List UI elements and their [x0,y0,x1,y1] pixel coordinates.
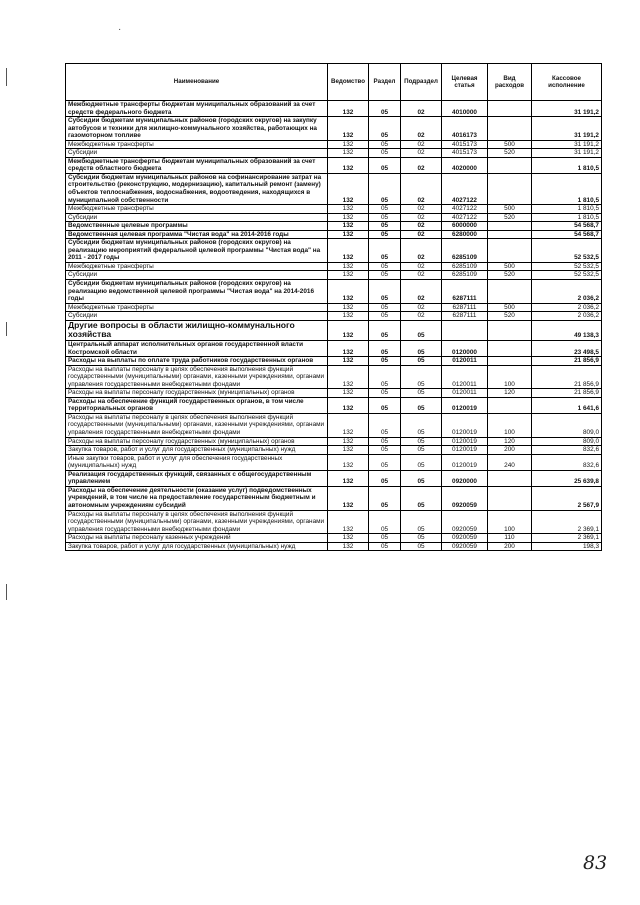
type-cell: 500 [488,140,532,149]
exec-cell: 31 191,2 [532,149,602,158]
dept-cell: 132 [328,470,369,486]
type-cell: 500 [488,303,532,312]
dept-cell: 132 [328,230,369,239]
header-name: Наименование [66,64,328,101]
type-cell [488,101,532,117]
subsection-cell: 02 [401,271,442,280]
section-cell: 05 [369,542,401,551]
type-cell: 100 [488,413,532,437]
target-cell: 0120011 [442,389,488,398]
exec-cell: 2 036,2 [532,280,602,304]
name: Субсидии бюджетам муниципальных районов на софинансирование затрат на строительство (реконструкцию, модернизацию), капитальный ремонт (замену) объектов теплоснабжения, водоснабжения, водоотведения, находящихся в муниципальной собственности [66,173,328,204]
target-cell: 6285109 [442,239,488,263]
name: Расходы на выплаты персоналу государственных (муниципальных) органов [66,389,328,398]
type-cell [488,117,532,141]
type-cell: 100 [488,365,532,389]
type-cell [488,222,532,231]
exec-cell: 2 567,9 [532,486,602,510]
type-cell: 200 [488,446,532,455]
table-row [66,486,602,510]
section-cell: 05 [369,117,401,141]
name: Субсидии бюджетам муниципальных районов (городских округов) на закупку автобусов и техники для жилищно-коммунального хозяйства, работающих на газомоторном топливе [66,117,328,141]
section-cell: 05 [369,173,401,204]
section-cell: 05 [369,222,401,231]
dept-cell: 132 [328,157,369,173]
name: Межбюджетные трансферты бюджетам муниципальных образований за счет средств федерального бюджета [66,101,328,117]
subsection-cell: 05 [401,397,442,413]
name: Расходы на выплаты персоналу в целях обеспечения выполнения функций государственными (муниципальными) органами, казенными учреждениями, органами управления государственными внебюджетными фондами [66,365,328,389]
table-row [66,534,602,543]
target-cell: 4016173 [442,117,488,141]
subsection-cell: 05 [401,446,442,455]
subsection-cell: 02 [401,205,442,214]
table-row [66,341,602,357]
name: Расходы на обеспечение функций государственных органов, в том числе территориальных органов [66,397,328,413]
scan-edge-mark [6,68,7,86]
scan-edge-mark [6,322,7,336]
target-cell: 4027122 [442,173,488,204]
table-body [66,101,602,551]
table-row [66,280,602,304]
table-row [66,389,602,398]
dept-cell: 132 [328,140,369,149]
type-cell [488,341,532,357]
dept-cell: 132 [328,446,369,455]
subsection-cell: 02 [401,280,442,304]
header-subsection: Подраздел [401,64,442,101]
subsection-cell: 02 [401,230,442,239]
exec-cell: 809,0 [532,437,602,446]
target-cell: 6285109 [442,262,488,271]
dept-cell: 132 [328,365,369,389]
table-row [66,303,602,312]
table-row [66,470,602,486]
type-cell: 520 [488,312,532,321]
budget-execution-table [65,63,602,551]
exec-cell: 31 191,2 [532,140,602,149]
table-row [66,157,602,173]
subsection-cell: 05 [401,510,442,534]
type-cell: 500 [488,205,532,214]
name: Расходы на выплаты по оплате труда работников государственных органов [66,357,328,366]
target-cell: 0120000 [442,341,488,357]
type-cell: 240 [488,454,532,470]
section-cell: 05 [369,280,401,304]
table-row [66,205,602,214]
table-row [66,320,602,340]
type-cell: 520 [488,149,532,158]
type-cell [488,486,532,510]
table-row [66,222,602,231]
name: Расходы на выплаты персоналу казенных учреждений [66,534,328,543]
subsection-cell: 05 [401,454,442,470]
dept-cell: 132 [328,320,369,340]
table-row [66,446,602,455]
table-row [66,454,602,470]
name: Закупка товаров, работ и услуг для государственных (муниципальных) нужд [66,446,328,455]
subsection-cell: 02 [401,117,442,141]
table-row [66,510,602,534]
table-row [66,173,602,204]
name: Ведомственная целевая программа "Чистая вода" на 2014-2016 годы [66,230,328,239]
name: Расходы на обеспечение деятельности (оказание услуг) подведомственных учреждений, в том числе на предоставление государственным бюджетным и автономным учреждениям субсидий [66,486,328,510]
subsection-cell: 05 [401,534,442,543]
name: Субсидии [66,271,328,280]
section-cell: 05 [369,239,401,263]
name: Межбюджетные трансферты [66,303,328,312]
table-row [66,149,602,158]
dept-cell: 132 [328,149,369,158]
name: Субсидии [66,213,328,222]
exec-cell: 25 639,8 [532,470,602,486]
target-cell: 0120011 [442,365,488,389]
table-row [66,437,602,446]
name: Расходы на выплаты персоналу государственных (муниципальных) органов [66,437,328,446]
subsection-cell: 05 [401,341,442,357]
section-cell: 05 [369,446,401,455]
table-row [66,140,602,149]
type-cell [488,357,532,366]
target-cell: 0120011 [442,357,488,366]
type-cell [488,397,532,413]
page-number: 83 [583,852,608,874]
name: Межбюджетные трансферты [66,205,328,214]
name: Субсидии бюджетам муниципальных районов (городских округов) на реализацию ведомственной целевой программы "Чистая вода" на 2014-2016 годы [66,280,328,304]
target-cell: 0120019 [442,446,488,455]
target-cell: 6287111 [442,303,488,312]
table-row [66,230,602,239]
section-cell: 05 [369,320,401,340]
table-header-row [66,64,602,101]
dept-cell: 132 [328,397,369,413]
exec-cell: 21 856,9 [532,365,602,389]
type-cell: 200 [488,542,532,551]
header-section: Раздел [369,64,401,101]
table-row [66,542,602,551]
dept-cell: 132 [328,534,369,543]
exec-cell: 31 191,2 [532,101,602,117]
dept-cell: 132 [328,341,369,357]
name: Ведомственные целевые программы [66,222,328,231]
name: Другие вопросы в области жилищно-коммунального хозяйства [66,320,328,340]
target-cell: 6280000 [442,230,488,239]
subsection-cell: 02 [401,312,442,321]
scan-edge-mark [6,584,7,600]
target-cell: 6287111 [442,312,488,321]
dept-cell: 132 [328,280,369,304]
name: Межбюджетные трансферты бюджетам муниципальных образований за счет средств областного бюджета [66,157,328,173]
target-cell: 0920059 [442,534,488,543]
subsection-cell: 02 [401,149,442,158]
table-row [66,413,602,437]
exec-cell: 21 856,9 [532,389,602,398]
exec-cell: 832,6 [532,446,602,455]
name: Межбюджетные трансферты [66,140,328,149]
exec-cell: 54 568,7 [532,230,602,239]
type-cell: 520 [488,271,532,280]
subsection-cell: 02 [401,213,442,222]
exec-cell: 832,6 [532,454,602,470]
type-cell: 100 [488,510,532,534]
exec-cell: 2 369,1 [532,510,602,534]
target-cell: 6285109 [442,271,488,280]
section-cell: 05 [369,534,401,543]
section-cell: 05 [369,271,401,280]
dept-cell: 132 [328,357,369,366]
table-row [66,117,602,141]
header-target: Целевая статья [442,64,488,101]
table-row [66,271,602,280]
type-cell [488,157,532,173]
name: Межбюджетные трансферты [66,262,328,271]
subsection-cell: 05 [401,470,442,486]
section-cell: 05 [369,486,401,510]
subsection-cell: 05 [401,413,442,437]
target-cell: 0920059 [442,510,488,534]
dept-cell: 132 [328,262,369,271]
dept-cell: 132 [328,213,369,222]
subsection-cell: 02 [401,157,442,173]
target-cell: 0920059 [442,486,488,510]
dept-cell: 132 [328,510,369,534]
type-cell: 110 [488,534,532,543]
type-cell [488,280,532,304]
name: Субсидии [66,312,328,321]
dept-cell: 132 [328,101,369,117]
section-cell: 05 [369,365,401,389]
subsection-cell: 02 [401,262,442,271]
section-cell: 05 [369,397,401,413]
dept-cell: 132 [328,389,369,398]
subsection-cell: 02 [401,140,442,149]
type-cell: 120 [488,389,532,398]
type-cell [488,230,532,239]
subsection-cell: 05 [401,542,442,551]
section-cell: 05 [369,303,401,312]
exec-cell: 2 036,2 [532,312,602,321]
target-cell: 0120019 [442,397,488,413]
exec-cell: 23 498,5 [532,341,602,357]
exec-cell: 54 568,7 [532,222,602,231]
header-type: Вид расходов [488,64,532,101]
exec-cell: 2 369,1 [532,534,602,543]
subsection-cell: 02 [401,173,442,204]
dept-cell: 132 [328,205,369,214]
section-cell: 05 [369,389,401,398]
table-row [66,365,602,389]
section-cell: 05 [369,157,401,173]
section-cell: 05 [369,101,401,117]
subsection-cell: 02 [401,222,442,231]
type-cell [488,239,532,263]
subsection-cell: 05 [401,437,442,446]
section-cell: 05 [369,357,401,366]
exec-cell: 49 138,3 [532,320,602,340]
name: Центральный аппарат исполнительных органов государственной власти Костромской области [66,341,328,357]
subsection-cell: 02 [401,101,442,117]
section-cell: 05 [369,140,401,149]
type-cell [488,470,532,486]
section-cell: 05 [369,454,401,470]
target-cell: 4020000 [442,157,488,173]
section-cell: 05 [369,437,401,446]
type-cell: 500 [488,262,532,271]
exec-cell: 52 532,5 [532,262,602,271]
name: Реализация государственных функций, связанных с общегосударственным управлением [66,470,328,486]
target-cell: 0920000 [442,470,488,486]
section-cell: 05 [369,312,401,321]
subsection-cell: 02 [401,303,442,312]
dept-cell: 132 [328,173,369,204]
target-cell: 4010000 [442,101,488,117]
section-cell: 05 [369,510,401,534]
dept-cell: 132 [328,303,369,312]
target-cell: 6000000 [442,222,488,231]
dept-cell: 132 [328,437,369,446]
target-cell: 0120019 [442,413,488,437]
type-cell: 120 [488,437,532,446]
target-cell [442,320,488,340]
exec-cell: 52 532,5 [532,271,602,280]
exec-cell: 1 810,5 [532,173,602,204]
table-row [66,101,602,117]
section-cell: 05 [369,262,401,271]
subsection-cell: 05 [401,486,442,510]
table-row [66,397,602,413]
table-row [66,239,602,263]
name: Расходы на выплаты персоналу в целях обеспечения выполнения функций государственными (муниципальными) органами, казенными учреждениями, органами управления государственными внебюджетными фондами [66,413,328,437]
section-cell: 05 [369,205,401,214]
target-cell: 0120019 [442,437,488,446]
dept-cell: 132 [328,271,369,280]
section-cell: 05 [369,470,401,486]
dept-cell: 132 [328,542,369,551]
subsection-cell: 02 [401,239,442,263]
section-cell: 05 [369,341,401,357]
scan-speck: · [118,24,122,35]
target-cell: 4027122 [442,205,488,214]
dept-cell: 132 [328,312,369,321]
target-cell: 4015173 [442,149,488,158]
exec-cell: 31 191,2 [532,117,602,141]
dept-cell: 132 [328,117,369,141]
exec-cell: 2 036,2 [532,303,602,312]
section-cell: 05 [369,230,401,239]
table-row [66,357,602,366]
name: Расходы на выплаты персоналу в целях обеспечения выполнения функций государственными (муниципальными) органами, казенными учреждениями, органами управления государственными внебюджетными фондами [66,510,328,534]
target-cell: 0120019 [442,454,488,470]
header-dept: Ведомство [328,64,369,101]
exec-cell: 1 810,5 [532,213,602,222]
name: Иные закупки товаров, работ и услуг для обеспечения государственных (муниципальных) нужд [66,454,328,470]
table-row [66,312,602,321]
table-row [66,262,602,271]
dept-cell: 132 [328,222,369,231]
exec-cell: 1 810,5 [532,205,602,214]
header-exec: Кассовое исполнение [532,64,602,101]
exec-cell: 198,3 [532,542,602,551]
exec-cell: 1 641,6 [532,397,602,413]
section-cell: 05 [369,213,401,222]
section-cell: 05 [369,413,401,437]
target-cell: 4015173 [442,140,488,149]
subsection-cell: 05 [401,320,442,340]
section-cell: 05 [369,149,401,158]
subsection-cell: 05 [401,365,442,389]
type-cell [488,173,532,204]
name: Субсидии бюджетам муниципальных районов (городских округов) на реализацию мероприятий федеральной целевой программы "Чистая вода" на 2011 - 2017 годы [66,239,328,263]
dept-cell: 132 [328,454,369,470]
target-cell: 6287111 [442,280,488,304]
dept-cell: 132 [328,486,369,510]
subsection-cell: 05 [401,389,442,398]
name: Субсидии [66,149,328,158]
dept-cell: 132 [328,413,369,437]
name: Закупка товаров, работ и услуг для государственных (муниципальных) нужд [66,542,328,551]
exec-cell: 21 856,9 [532,357,602,366]
subsection-cell: 05 [401,357,442,366]
exec-cell: 809,0 [532,413,602,437]
target-cell: 4027122 [442,213,488,222]
table-row [66,213,602,222]
type-cell [488,320,532,340]
type-cell: 520 [488,213,532,222]
exec-cell: 52 532,5 [532,239,602,263]
target-cell: 0920059 [442,542,488,551]
dept-cell: 132 [328,239,369,263]
exec-cell: 1 810,5 [532,157,602,173]
